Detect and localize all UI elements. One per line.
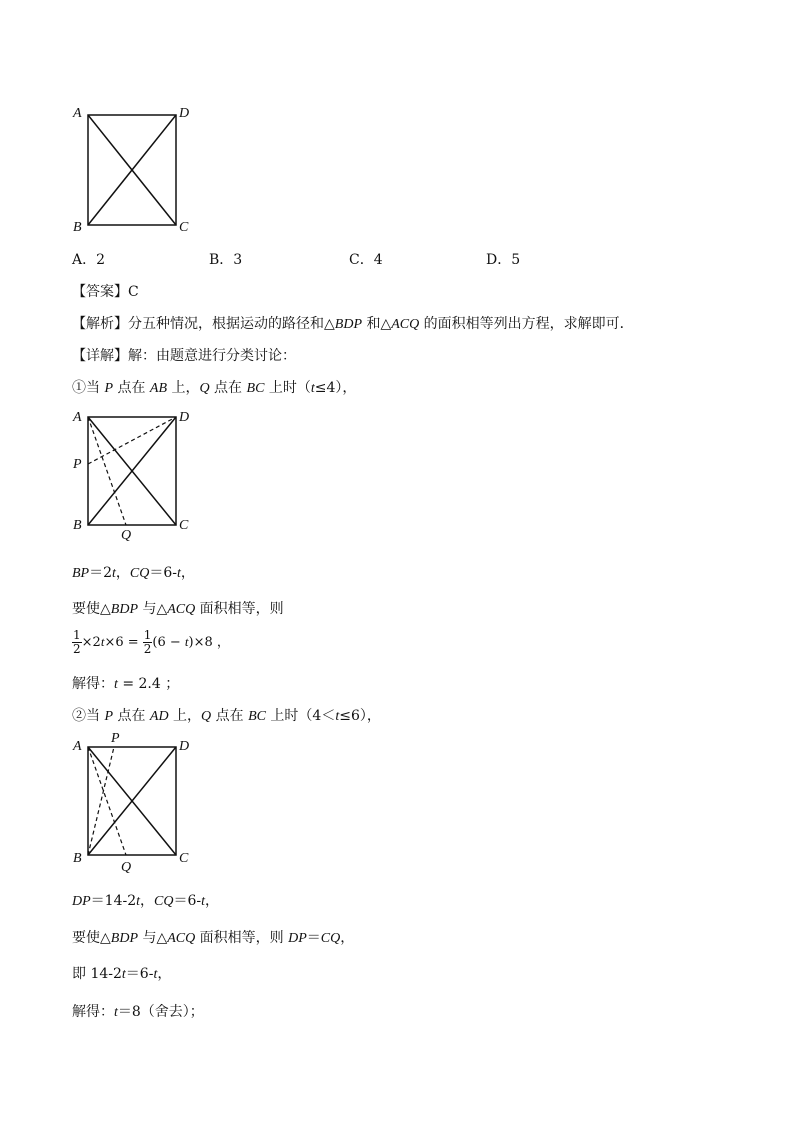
t-var: t <box>153 967 158 982</box>
figure-rectangle-2 <box>70 405 200 545</box>
label-d: D <box>179 739 190 754</box>
answer-tag: 【答案】 <box>72 284 128 300</box>
case1-text: 点在 <box>113 380 150 396</box>
answer-value: C <box>128 284 139 300</box>
case1-text: ①当 <box>72 380 105 396</box>
dashed-aq <box>88 417 126 525</box>
req-bdp: BDP <box>110 931 138 946</box>
solution-label: 解得： <box>72 676 114 692</box>
req-bdp: BDP <box>110 602 138 617</box>
denominator: 2 <box>143 642 152 656</box>
eq-part: 即 14-2 <box>72 966 122 982</box>
label-b: B <box>73 518 82 533</box>
numerator: 1 <box>143 628 152 642</box>
dp: DP <box>72 894 91 909</box>
req-dp: DP <box>288 931 307 946</box>
separator: ， <box>180 565 195 581</box>
label-q: Q <box>121 860 132 875</box>
label-c: C <box>179 518 189 533</box>
label-a: A <box>73 410 82 425</box>
fraction-half <box>143 629 153 656</box>
case2-requirement <box>72 929 354 948</box>
t-var: t <box>201 894 205 909</box>
analysis-line <box>72 315 634 334</box>
analysis-text-3: 的面积相等列出方程，求解即可． <box>419 316 634 332</box>
case2-text: ②当 <box>72 708 105 724</box>
case2-heading <box>72 707 381 726</box>
case1-requirement <box>72 600 284 619</box>
req-text: 面积相等，则 <box>195 930 289 946</box>
case2-q: Q <box>201 709 212 724</box>
case2-p: P <box>104 709 114 724</box>
analysis-bdp: BDP <box>334 317 362 332</box>
dp-value: ＝14-2 <box>90 893 137 909</box>
req-text: ， <box>340 930 355 946</box>
detail-line <box>72 347 296 365</box>
case2-values <box>72 892 219 911</box>
solution-value: = 2.4 ； <box>117 676 180 692</box>
eq-part: (6 − <box>152 635 185 650</box>
fraction-half <box>72 629 82 656</box>
case1-text: 上， <box>167 380 200 396</box>
analysis-tag: 【解析】 <box>72 316 128 332</box>
case1-equation <box>72 629 230 656</box>
separator: ， <box>205 893 219 909</box>
case1-solution <box>72 675 179 694</box>
separator: ， <box>115 565 130 581</box>
label-b: B <box>73 220 82 235</box>
answer-line <box>72 283 139 301</box>
case2-text: 点在 <box>211 708 249 724</box>
req-text: 与△ <box>138 930 168 946</box>
t-var: t <box>100 634 105 649</box>
denominator: 2 <box>73 642 81 656</box>
cq: CQ <box>154 894 174 909</box>
t-var: t <box>121 967 126 982</box>
case1-text: 上时（ <box>264 380 311 396</box>
label-b: B <box>73 851 82 866</box>
separator: ， <box>140 893 155 909</box>
eq-part: ×6 = <box>104 635 143 650</box>
label-d: D <box>179 410 190 425</box>
case2-text: ≤6）， <box>339 708 381 724</box>
case2-ad: AD <box>149 709 169 724</box>
case1-text: 点在 <box>209 380 247 396</box>
t-var: t <box>114 677 118 692</box>
option-b: B．3 <box>209 252 243 268</box>
req-text: ＝ <box>306 930 321 946</box>
req-acq: ACQ <box>167 602 196 617</box>
solution-label: 解得： <box>72 1004 114 1020</box>
case2-text: 点在 <box>113 708 150 724</box>
option-a: A．2 <box>72 252 106 268</box>
case1-heading <box>72 379 356 398</box>
eq-part: ×2 <box>81 635 101 650</box>
req-text: 与△ <box>138 601 168 617</box>
case1-ab: AB <box>149 381 168 396</box>
case1-values <box>72 564 195 583</box>
figure-rectangle-3 <box>70 730 200 880</box>
case2-equation <box>72 965 171 984</box>
option-d: D．5 <box>486 252 521 268</box>
t-var: t <box>136 894 141 909</box>
case1-bc: BC <box>246 381 265 396</box>
option-c: C．4 <box>349 252 383 268</box>
label-q: Q <box>121 528 132 543</box>
case1-t: t <box>310 381 315 396</box>
req-acq: ACQ <box>167 931 196 946</box>
dashed-pd <box>88 417 176 464</box>
detail-text: 解：由题意进行分类讨论： <box>128 348 296 364</box>
bp-value: ＝2 <box>89 565 113 581</box>
eq-part: ＝6- <box>125 966 154 982</box>
cq-value: ＝6- <box>173 893 202 909</box>
case2-solution <box>72 1003 204 1022</box>
dashed-aq <box>88 747 126 855</box>
req-text: 要使△ <box>72 601 111 617</box>
analysis-text-1: 分五种情况，根据运动的路径和△ <box>128 316 335 332</box>
req-cq: CQ <box>320 931 341 946</box>
case2-text: 上， <box>168 708 202 724</box>
eq-part: )×8 ， <box>188 635 230 650</box>
analysis-acq: ACQ <box>391 317 420 332</box>
case2-bc: BC <box>248 709 266 724</box>
label-c: C <box>179 220 189 235</box>
label-d: D <box>179 106 190 121</box>
t-var: t <box>177 566 181 581</box>
case1-p: P <box>104 381 114 396</box>
label-a: A <box>73 106 82 121</box>
t-var: t <box>184 634 189 649</box>
label-p: P <box>73 457 82 472</box>
eq-part: ， <box>157 966 172 982</box>
label-a: A <box>73 739 82 754</box>
t-var: t <box>112 566 116 581</box>
case1-q: Q <box>199 381 210 396</box>
figure-rectangle-1 <box>70 100 200 235</box>
case2-text: 上时（4＜ <box>265 708 336 724</box>
analysis-text-2: 和△ <box>362 316 392 332</box>
req-text: 面积相等，则 <box>195 601 284 617</box>
detail-tag: 【详解】 <box>72 348 128 364</box>
bp: BP <box>72 566 90 581</box>
cq-value: ＝6- <box>149 565 178 581</box>
cq: CQ <box>129 566 150 581</box>
t-var: t <box>114 1005 118 1020</box>
req-text: 要使△ <box>72 930 111 946</box>
case1-text: ≤4）， <box>314 380 357 396</box>
case2-t: t <box>335 709 340 724</box>
solution-value: ＝8（舍去）； <box>117 1004 204 1020</box>
label-p: P <box>111 731 120 746</box>
numerator: 1 <box>73 628 81 642</box>
label-c: C <box>179 851 189 866</box>
